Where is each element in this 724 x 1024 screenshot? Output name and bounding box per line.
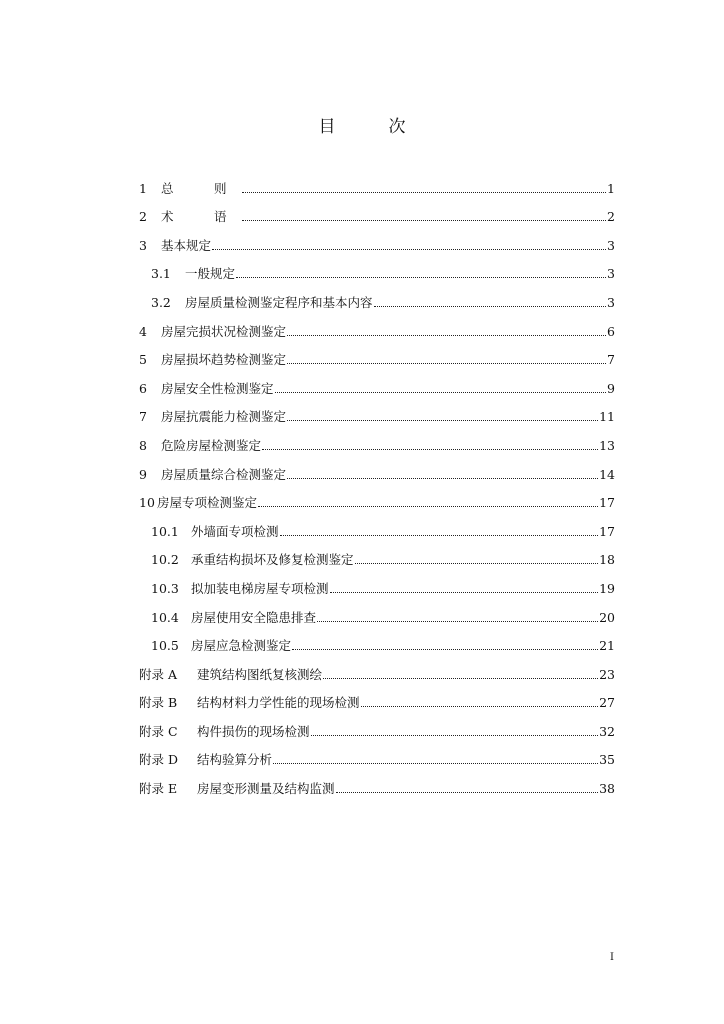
- toc-dot-leader: [236, 277, 606, 278]
- toc-entry-number: 7: [139, 409, 147, 425]
- toc-entry-number: 10.3: [151, 580, 179, 596]
- toc-dot-leader: [280, 535, 599, 536]
- toc-entry[interactable]: [139, 540, 615, 569]
- toc-dot-leader: [275, 392, 607, 393]
- toc-entry-title: 房屋安全性检测鉴定: [161, 380, 274, 396]
- toc-entry[interactable]: [139, 168, 615, 197]
- toc-entry[interactable]: [139, 454, 615, 483]
- toc-entry-number: 10.1: [151, 523, 179, 539]
- toc-entry-title: 房屋应急检测鉴定: [191, 638, 292, 654]
- toc-entry-page: 21: [599, 638, 615, 654]
- page-number: I: [610, 952, 614, 963]
- toc-dot-leader: [262, 449, 598, 450]
- toc-dot-leader: [292, 649, 598, 650]
- toc-entry-page: 3: [607, 237, 615, 253]
- toc-entry-number: 附录 B: [139, 695, 178, 711]
- toc-entry-page: 19: [599, 580, 615, 596]
- toc-entry-number: 10.5: [151, 638, 179, 654]
- toc-entry-title: 房屋抗震能力检测鉴定: [161, 409, 287, 425]
- toc-dot-leader: [287, 363, 606, 364]
- toc-entry-title: 总 则: [161, 180, 241, 196]
- toc-entry-number: 3: [139, 237, 147, 253]
- toc-dot-leader: [317, 621, 598, 622]
- toc-dot-leader: [374, 306, 607, 307]
- toc-entry-page: 13: [599, 437, 615, 453]
- toc-entry-title: 房屋完损状况检测鉴定: [161, 323, 287, 339]
- toc-dot-leader: [258, 506, 598, 507]
- toc-entry[interactable]: [139, 740, 615, 769]
- toc-entry-title: 房屋专项检测鉴定: [157, 495, 258, 511]
- page-title: 目 次: [318, 117, 424, 137]
- toc-entry[interactable]: [139, 368, 615, 397]
- toc-entry-page: 23: [599, 666, 615, 682]
- toc-entry-page: 3: [607, 294, 615, 310]
- toc-dot-leader: [212, 249, 606, 250]
- toc-entry[interactable]: [139, 683, 615, 712]
- toc-dot-leader: [287, 420, 598, 421]
- toc-entry[interactable]: [139, 568, 615, 597]
- toc-entry-page: 18: [599, 552, 615, 568]
- toc-entry-title: 建筑结构图纸复核测绘: [197, 666, 323, 682]
- toc-dot-leader: [336, 792, 599, 793]
- toc-entry[interactable]: [139, 597, 615, 626]
- toc-dot-leader: [242, 192, 607, 193]
- toc-entry-number: 10.4: [151, 609, 179, 625]
- toc-entry[interactable]: [139, 626, 615, 655]
- toc-entry-title: 一般规定: [185, 266, 236, 282]
- toc-entry-title: 房屋损坏趋势检测鉴定: [161, 352, 287, 368]
- toc-entry[interactable]: [139, 768, 615, 797]
- toc-entry[interactable]: [139, 197, 615, 226]
- toc-entry-page: 35: [599, 752, 615, 768]
- toc-entry-title: 构件损伤的现场检测: [197, 723, 310, 739]
- toc-entry-number: 9: [139, 466, 147, 482]
- toc-entry-title: 结构材料力学性能的现场检测: [197, 695, 360, 711]
- toc-dot-leader: [287, 478, 598, 479]
- toc-entry-title: 外墙面专项检测: [191, 523, 279, 539]
- toc-entry-title: 术 语: [161, 209, 241, 225]
- toc-entry-number: 附录 D: [139, 752, 178, 768]
- toc-entry[interactable]: [139, 311, 615, 340]
- toc-entry-page: 14: [599, 466, 615, 482]
- toc-entry-number: 附录 A: [139, 666, 178, 682]
- toc-dot-leader: [355, 563, 599, 564]
- toc-entry-title: 房屋质量检测鉴定程序和基本内容: [185, 294, 373, 310]
- toc-entry-number: 4: [139, 323, 147, 339]
- toc-entry-number: 附录 C: [139, 723, 178, 739]
- toc-entry-title: 房屋变形测量及结构监测: [197, 781, 335, 797]
- toc-entry-title: 基本规定: [161, 237, 212, 253]
- toc-entry-number: 2: [139, 209, 147, 225]
- toc-entry-page: 27: [599, 695, 615, 711]
- toc-dot-leader: [287, 335, 606, 336]
- toc-entry-number: 10.2: [151, 552, 179, 568]
- table-of-contents: [139, 168, 615, 797]
- toc-entry-number: 8: [139, 437, 147, 453]
- toc-entry-title: 房屋质量综合检测鉴定: [161, 466, 287, 482]
- toc-entry-page: 17: [599, 523, 615, 539]
- toc-entry-title: 结构验算分析: [197, 752, 273, 768]
- toc-entry-number: 3.1: [151, 266, 171, 282]
- toc-entry[interactable]: [139, 654, 615, 683]
- toc-entry-page: 17: [599, 495, 615, 511]
- toc-entry[interactable]: [139, 282, 615, 311]
- toc-entry-page: 7: [607, 352, 615, 368]
- toc-entry-title: 房屋使用安全隐患排查: [191, 609, 317, 625]
- toc-entry[interactable]: [139, 425, 615, 454]
- toc-dot-leader: [361, 706, 599, 707]
- toc-entry-page: 2: [607, 209, 615, 225]
- toc-entry[interactable]: [139, 511, 615, 540]
- toc-entry-number: 6: [139, 380, 147, 396]
- toc-dot-leader: [330, 592, 599, 593]
- toc-entry-page: 9: [607, 380, 615, 396]
- toc-entry[interactable]: [139, 225, 615, 254]
- toc-entry[interactable]: [139, 397, 615, 426]
- toc-entry[interactable]: [139, 711, 615, 740]
- toc-entry[interactable]: [139, 340, 615, 369]
- toc-entry-number: 附录 E: [139, 781, 178, 797]
- toc-dot-leader: [273, 763, 598, 764]
- toc-entry-page: 6: [607, 323, 615, 339]
- toc-dot-leader: [242, 220, 607, 221]
- toc-entry-page: 32: [599, 723, 615, 739]
- toc-entry-title: 危险房屋检测鉴定: [161, 437, 262, 453]
- toc-entry-number: 3.2: [151, 294, 171, 310]
- toc-entry-page: 11: [599, 409, 615, 425]
- toc-entry-number: 10: [139, 495, 155, 511]
- toc-entry-number: 1: [139, 180, 147, 196]
- toc-entry-number: 5: [139, 352, 147, 368]
- toc-entry-page: 3: [607, 266, 615, 282]
- toc-entry-page: 38: [599, 781, 615, 797]
- toc-entry-title: 承重结构损坏及修复检测鉴定: [191, 552, 354, 568]
- toc-entry-title: 拟加装电梯房屋专项检测: [191, 580, 329, 596]
- toc-dot-leader: [323, 678, 598, 679]
- toc-entry[interactable]: [139, 254, 615, 283]
- toc-entry[interactable]: [139, 483, 615, 512]
- toc-entry-page: 20: [599, 609, 615, 625]
- toc-entry-page: 1: [607, 180, 615, 196]
- toc-dot-leader: [311, 735, 599, 736]
